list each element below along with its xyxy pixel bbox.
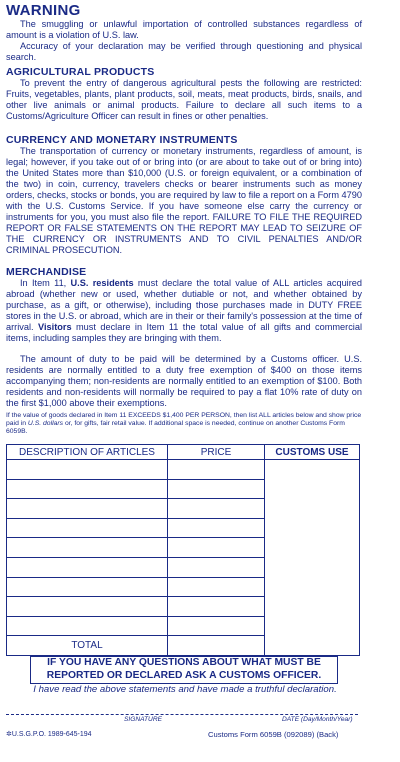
price-cell[interactable] xyxy=(168,479,265,499)
instruction-text xyxy=(6,412,364,436)
description-cell[interactable] xyxy=(7,538,168,558)
form-number: Customs Form 6059B (092089) (Back) xyxy=(208,730,339,739)
notice-line-2: REPORTED OR DECLARED ASK A CUSTOMS OFFICER. xyxy=(46,669,322,681)
total-price-cell[interactable] xyxy=(168,636,265,656)
agricultural-text: To prevent the entry of dangerous agricultural pests the following are restricted: Fruits, vegetables, plants, plant products, soil, meats, meat products, birds, snails, and other live animals or animal products. Failure to declare all such items to a Customs/Agriculture Officer can result in fines or other penalties. xyxy=(6,78,362,121)
questions-notice xyxy=(30,656,338,684)
price-cell[interactable] xyxy=(168,557,265,577)
description-cell[interactable] xyxy=(7,479,168,499)
visitors-label: Visitors xyxy=(38,322,72,332)
warning-text: The smuggling or unlawful importation of controlled substances regardless of amount is a violation of U.S. law. xyxy=(6,19,362,40)
merchandise-text xyxy=(6,278,362,344)
price-cell[interactable] xyxy=(168,577,265,597)
description-cell[interactable] xyxy=(7,557,168,577)
currency-heading: CURRENCY AND MONETARY INSTRUMENTS xyxy=(6,134,238,146)
declaration-statement: I have read the above statements and have made a truthful declaration. xyxy=(33,684,337,695)
price-cell[interactable] xyxy=(168,499,265,519)
currency-text xyxy=(6,146,362,256)
us-residents-label: U.S. residents xyxy=(70,278,134,288)
description-cell[interactable] xyxy=(7,616,168,636)
instruction-b: or, for gifts, fair retail value. If additional space is needed, continue on another Customs Form 6059B. xyxy=(6,420,345,435)
price-cell[interactable] xyxy=(168,518,265,538)
description-cell[interactable] xyxy=(7,597,168,617)
description-column-header: DESCRIPTION OF ARTICLES xyxy=(7,445,168,460)
warning-heading: WARNING xyxy=(6,2,81,19)
currency-body: The transportation of currency or monetary instruments, regardless of amount, is legal; however, if you take out of or bring into (or are about to take out of or bring into) the United States more than $10,000 (U.S. or foreign equivalent, or a combination of the two) in coin, currency, travelers checks or bearer instruments such as money orders, checks, stocks or bonds, you are required by law to file a report on a Form 4790 with the U.S. Customs Service. If you have someone else carry the currency or instruments for you, you must also file the report. xyxy=(6,146,362,222)
customs-use-cell xyxy=(265,460,360,656)
customs-use-column-header: CUSTOMS USE xyxy=(265,445,360,460)
currency-penalty: FAILURE TO FILE THE REQUIRED REPORT OR FALSE STATEMENTS ON THE REPORT MAY LEAD TO SEIZURE OF THE CURRENCY OR INSTRUMENTS AND TO CIVIL PENALTIES AND/OR CRIMINAL PROSECUTION. xyxy=(6,212,362,255)
articles-table xyxy=(6,444,360,656)
price-cell[interactable] xyxy=(168,597,265,617)
description-cell[interactable] xyxy=(7,499,168,519)
total-label: TOTAL xyxy=(7,636,168,656)
price-cell[interactable] xyxy=(168,538,265,558)
merch-text-b: must declare the total value of ALL articles acquired abroad (whether new or used, whether dutiable or not, and whether obtained by purchase, as a gift, or otherwise), including those purchases made in DUTY FREE stores in the U.S. or abroad, which are in their or their family's possession at the time of arrival. xyxy=(6,278,362,332)
price-cell[interactable] xyxy=(168,460,265,480)
instruction-a: If the value of goods declared in Item 11 EXCEEDS $1,400 PER PERSON, then list ALL articles below and show price paid in xyxy=(6,412,362,427)
description-cell[interactable] xyxy=(7,460,168,480)
notice-line-1: IF YOU HAVE ANY QUESTIONS ABOUT WHAT MUST BE xyxy=(47,657,321,668)
price-cell[interactable] xyxy=(168,616,265,636)
table-header-row xyxy=(7,445,360,460)
duty-text: The amount of duty to be paid will be determined by a Customs officer. U.S. residents are normally entitled to a duty free exemption of $400 on those items accompanying them; non-residents are normally entitled to an exemption of $100. Both residents and non-residents will normally be required to pay a flat 10% rate of duty on the first $1,000 above their exemptions. xyxy=(6,354,362,408)
agricultural-heading: AGRICULTURAL PRODUCTS xyxy=(6,66,155,78)
merchandise-heading: MERCHANDISE xyxy=(6,266,87,278)
accuracy-text: Accuracy of your declaration may be verified through questioning and physical search. xyxy=(6,41,362,62)
merch-text-c: must declare in Item 11 the total value of all gifts and commercial items, including samples they are bringing with them. xyxy=(6,322,362,343)
description-cell[interactable] xyxy=(7,577,168,597)
table-row xyxy=(7,460,360,480)
description-cell[interactable] xyxy=(7,518,168,538)
signature-line[interactable] xyxy=(6,714,358,715)
merch-text-a: In Item 11, xyxy=(20,278,71,288)
price-column-header: PRICE xyxy=(168,445,265,460)
instruction-dollars: U.S. dollars xyxy=(27,420,64,427)
signature-label: SIGNATURE xyxy=(124,716,162,723)
date-label: DATE (Day/Month/Year) xyxy=(282,716,353,723)
gpo-imprint: ✲U.S.G.P.O. 1989-645-194 xyxy=(6,731,92,738)
